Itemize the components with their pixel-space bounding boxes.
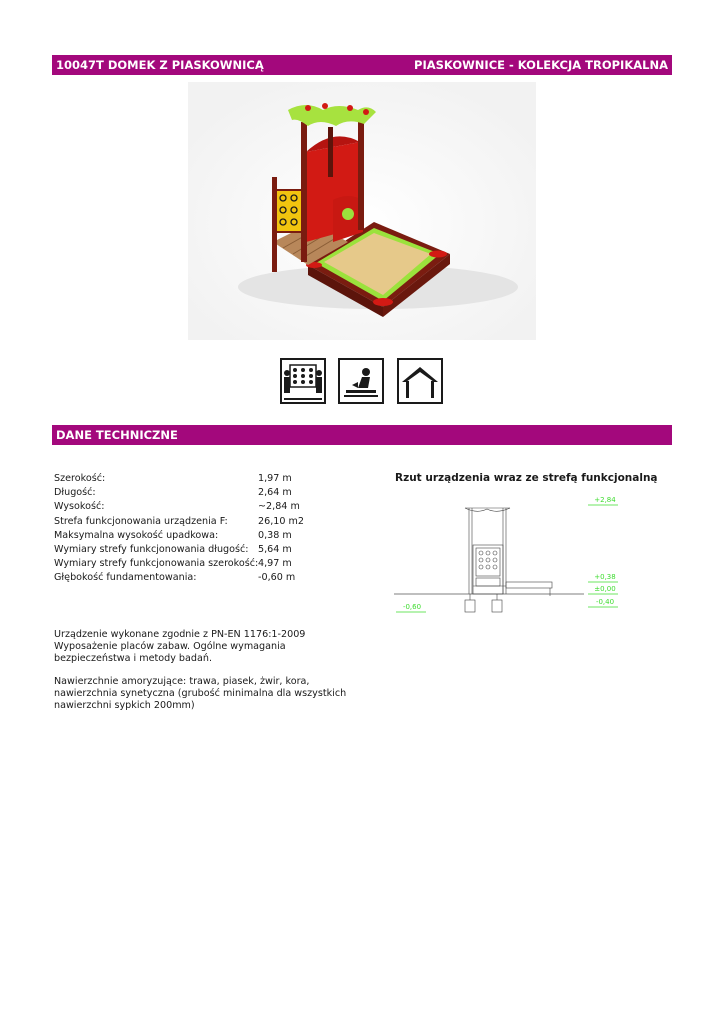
spec-label: Wysokość: — [54, 501, 105, 513]
note-line: bezpieczeństwa i metody badań. — [54, 653, 212, 665]
spec-value: 0,38 m — [258, 529, 292, 541]
norm-note — [54, 629, 354, 666]
spec-label: Długość: — [54, 487, 96, 499]
collection-title: PIASKOWNICE - KOLEKCJA TROPIKALNA — [414, 58, 668, 72]
level-top: +2,84 — [594, 496, 616, 504]
spec-value: 2,64 m — [258, 487, 292, 499]
spec-label: Wymiary strefy funkcjonowania szerokość: — [54, 558, 259, 570]
spec-value: 4,97 m — [258, 558, 292, 570]
note-line: nawierzchnia synetyczna (grubość minimalna dla wszystkich — [54, 688, 347, 700]
level-fall: +0,38 — [594, 573, 616, 581]
note-line: Wyposażenie placów zabaw. Ogólne wymagania — [54, 641, 286, 653]
spec-value: 5,64 m — [258, 543, 292, 555]
child-sandbox-icon — [338, 358, 384, 404]
elevation-drawing — [392, 490, 622, 620]
product-render — [188, 82, 536, 340]
section-bar — [52, 425, 672, 445]
note-line: Nawierzchnie amoryzujące: trawa, piasek, żwir, kora, — [54, 676, 310, 687]
section-title: DANE TECHNICZNE — [56, 428, 178, 442]
spec-label: Szerokość: — [54, 473, 106, 484]
plan-title: Rzut urządzenia wraz ze strefą funkcjonalną — [395, 472, 658, 484]
spec-value: 26,10 m2 — [258, 515, 304, 527]
surfaces-note — [54, 676, 354, 713]
level-ground: -0,40 — [595, 598, 615, 606]
game-board-icon — [280, 358, 326, 404]
spec-value: 1,97 m — [258, 473, 292, 484]
roof-icon — [397, 358, 443, 404]
spec-label: Wymiary strefy funkcjonowania długość: — [54, 543, 249, 555]
spec-value: ~2,84 m — [258, 501, 300, 513]
product-title: 10047T DOMEK Z PIASKOWNICĄ — [56, 58, 264, 72]
note-line: Urządzenie wykonane zgodnie z PN-EN 1176:1-2009 — [54, 629, 306, 640]
spec-value: -0,60 m — [258, 572, 296, 584]
header-bar — [52, 55, 672, 75]
level-foundation: -0,60 — [402, 603, 422, 611]
spec-label: Strefa funkcjonowania urządzenia F: — [54, 515, 228, 527]
spec-label: Głębokość fundamentowania: — [54, 572, 197, 584]
note-line: nawierzchni sypkich 200mm) — [54, 700, 195, 712]
spec-label: Maksymalna wysokość upadkowa: — [54, 529, 219, 541]
level-zero: ±0,00 — [594, 585, 616, 593]
